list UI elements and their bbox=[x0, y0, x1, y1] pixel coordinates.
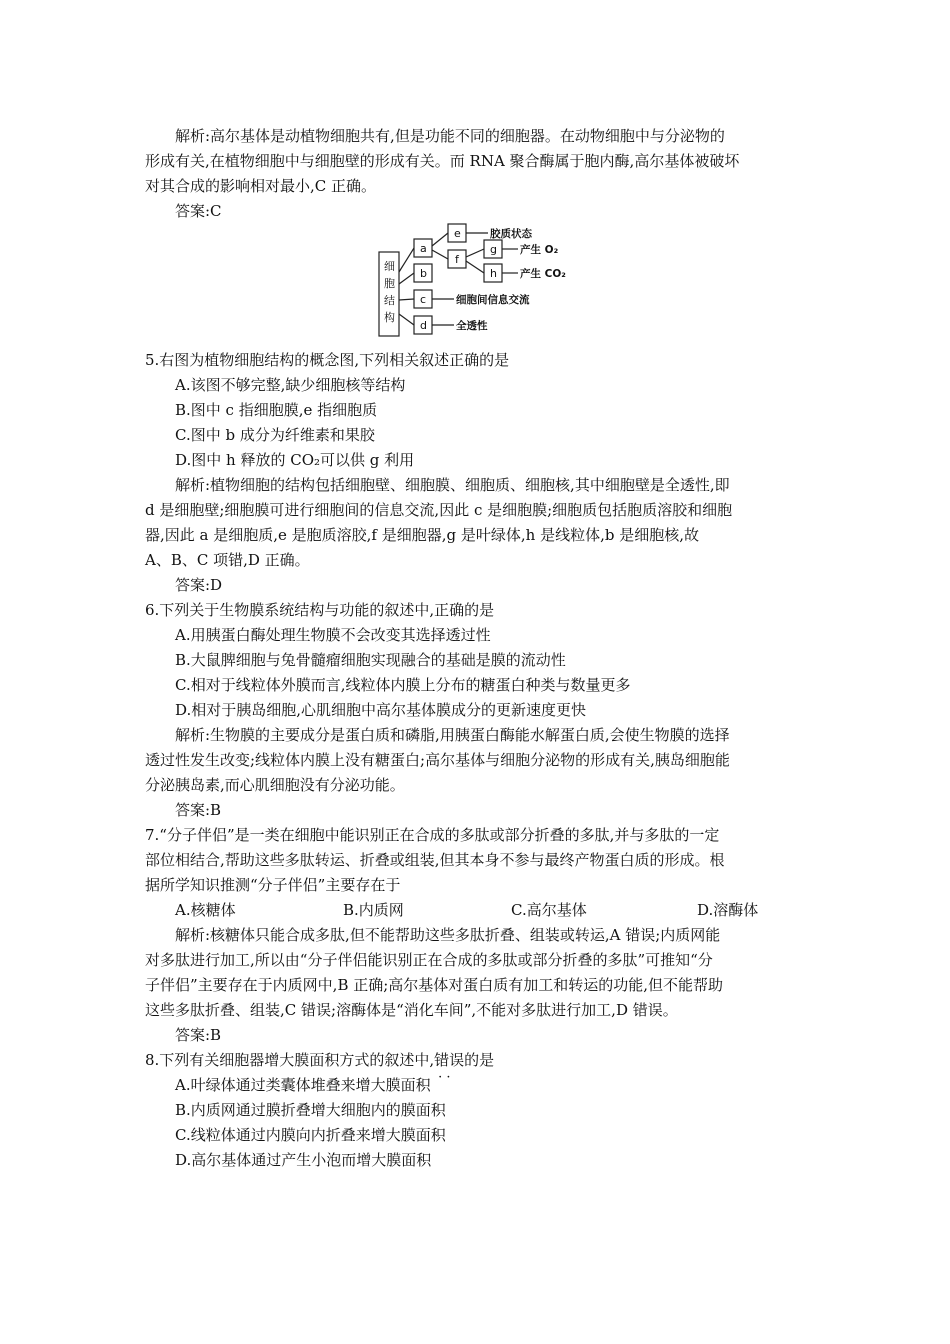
q5-analysis-line: d 是细胞壁;细胞膜可进行细胞间的信息交流,因此 c 是细胞膜;细胞质包括胞质溶胶和细胞 bbox=[145, 501, 733, 519]
q7-option-b: B.内质网 bbox=[343, 901, 404, 919]
q6-analysis-line: 分泌胰岛素,而心肌细胞没有分泌功能。 bbox=[145, 776, 405, 794]
diagram-node-c: c bbox=[420, 293, 427, 306]
diagram-label-d: 全透性 bbox=[456, 320, 488, 332]
q7-analysis-line: 这些多肽折叠、组装,C 错误;溶酶体是“消化车间”,不能对多肽进行加工,D 错误。 bbox=[145, 1001, 678, 1019]
cell-structure-concept-diagram bbox=[376, 218, 586, 340]
diagram-label-h: 产生 CO₂ bbox=[520, 268, 566, 280]
q5-option-a: A.该图不够完整,缺少细胞核等结构 bbox=[175, 376, 406, 394]
q7-stem-line: 据所学知识推测“分子伴侣”主要存在于 bbox=[145, 876, 401, 894]
q5-option-c: C.图中 b 成分为纤维素和果胶 bbox=[175, 426, 375, 444]
q5-option-d: D.图中 h 释放的 CO₂可以供 g 利用 bbox=[175, 451, 415, 469]
q4-analysis-line: 解析:高尔基体是动植物细胞共有,但是功能不同的细胞器。在动物细胞中与分泌物的 bbox=[175, 127, 725, 145]
diagram-label-e: 胶质状态 bbox=[490, 228, 532, 240]
q5-analysis-line: 解析:植物细胞的结构包括细胞壁、细胞膜、细胞质、细胞核,其中细胞壁是全透性,即 bbox=[175, 476, 730, 494]
diagram-node-a: a bbox=[420, 242, 427, 255]
q7-option-d: D.溶酶体 bbox=[697, 901, 759, 919]
diagram-root-char: 构 bbox=[384, 311, 395, 324]
diagram-node-b: b bbox=[420, 267, 427, 280]
q6-analysis-line: 透过性发生改变;线粒体内膜上没有糖蛋白;高尔基体与细胞分泌物的形成有关,胰岛细胞能 bbox=[145, 751, 730, 769]
diagram-node-g: g bbox=[490, 243, 497, 256]
q7-stem-line: 7.“分子伴侣”是一类在细胞中能识别正在合成的多肽或部分折叠的多肽,并与多肽的一定 bbox=[145, 826, 720, 844]
q8-stem-suffix: 的是 bbox=[464, 1051, 495, 1069]
q7-analysis-line: 子伴侣”主要存在于内质网中,B 正确;高尔基体对蛋白质有加工和转运的功能,但不能帮助 bbox=[145, 976, 724, 994]
q5-analysis-line: A、B、C 项错,D 正确。 bbox=[145, 551, 310, 569]
q7-answer: 答案:B bbox=[175, 1026, 222, 1044]
diagram-node-h: h bbox=[490, 267, 497, 280]
q8-stem-prefix: 8.下列有关细胞器增大膜面积方式的叙述中, bbox=[145, 1051, 435, 1069]
q6-option-b: B.大鼠脾细胞与兔骨髓瘤细胞实现融合的基础是膜的流动性 bbox=[175, 651, 566, 669]
q8-option-b: B.内质网通过膜折叠增大细胞内的膜面积 bbox=[175, 1101, 446, 1119]
q6-stem: 6.下列关于生物膜系统结构与功能的叙述中,正确的是 bbox=[145, 601, 495, 619]
q6-analysis-line: 解析:生物膜的主要成分是蛋白质和磷脂,用胰蛋白酶能水解蛋白质,会使生物膜的选择 bbox=[175, 726, 730, 744]
q8-option-d: D.高尔基体通过产生小泡而增大膜面积 bbox=[175, 1151, 432, 1169]
diagram-label-c: 细胞间信息交流 bbox=[456, 294, 530, 306]
q7-analysis-line: 对多肽进行加工,所以由“分子伴侣能识别正在合成的多肽或部分折叠的多肽”可推知“分 bbox=[145, 951, 713, 969]
q6-answer: 答案:B bbox=[175, 801, 222, 819]
q7-option-a: A.核糖体 bbox=[175, 901, 236, 919]
q8-stem bbox=[145, 1048, 815, 1073]
diagram-node-f: f bbox=[455, 253, 459, 266]
diagram-root-char: 结 bbox=[384, 294, 395, 307]
diagram-node-d: d bbox=[420, 319, 427, 332]
q4-analysis-line: 形成有关,在植物细胞中与细胞壁的形成有关。而 RNA 聚合酶属于胞内酶,高尔基体被破坏 bbox=[145, 152, 740, 170]
q6-option-c: C.相对于线粒体外膜而言,线粒体内膜上分布的糖蛋白种类与数量更多 bbox=[175, 676, 631, 694]
q8-option-a: A.叶绿体通过类囊体堆叠来增大膜面积 bbox=[175, 1076, 431, 1094]
q8-option-c: C.线粒体通过内膜向内折叠来增大膜面积 bbox=[175, 1126, 446, 1144]
q4-answer: 答案:C bbox=[175, 202, 222, 220]
q7-analysis-line: 解析:核糖体只能合成多肽,但不能帮助这些多肽折叠、组装或转运,A 错误;内质网能 bbox=[175, 926, 721, 944]
q4-analysis-line: 对其合成的影响相对最小,C 正确。 bbox=[145, 177, 377, 195]
diagram-label-g: 产生 O₂ bbox=[520, 244, 559, 256]
q8-stem-emphasis: 错误 · · bbox=[434, 1051, 464, 1069]
diagram-root-char: 细 bbox=[384, 260, 395, 273]
q5-stem: 5.右图为植物细胞结构的概念图,下列相关叙述正确的是 bbox=[145, 351, 510, 369]
q5-option-b: B.图中 c 指细胞膜,e 指细胞质 bbox=[175, 401, 378, 419]
q6-option-a: A.用胰蛋白酶处理生物膜不会改变其选择透过性 bbox=[175, 626, 491, 644]
q7-option-c: C.高尔基体 bbox=[511, 901, 587, 919]
diagram-node-e: e bbox=[454, 227, 461, 240]
diagram-root-char: 胞 bbox=[384, 277, 395, 290]
q7-stem-line: 部位相结合,帮助这些多肽转运、折叠或组装,但其本身不参与最终产物蛋白质的形成。根 bbox=[145, 851, 725, 869]
q5-answer: 答案:D bbox=[175, 576, 223, 594]
q5-analysis-line: 器,因此 a 是细胞质,e 是胞质溶胶,f 是细胞器,g 是叶绿体,h 是线粒体,b 是细胞核,故 bbox=[145, 526, 699, 544]
q6-option-d: D.相对于胰岛细胞,心肌细胞中高尔基体膜成分的更新速度更快 bbox=[175, 701, 587, 719]
